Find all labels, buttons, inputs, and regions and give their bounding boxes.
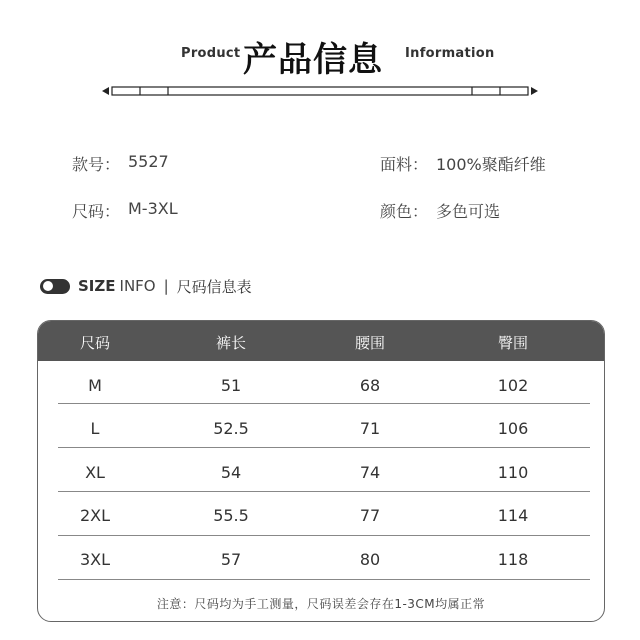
cell-hip: 102 [497, 376, 529, 395]
fabric-label: 面料： [380, 155, 429, 174]
cell-size: L [90, 419, 100, 438]
header-en-right: Information [405, 46, 495, 61]
row-divider [58, 447, 590, 448]
size-title-normal: INFO [119, 277, 156, 295]
table-row [38, 538, 604, 582]
size-title-separator: | [163, 277, 169, 295]
table-row [38, 364, 604, 408]
cell-length: 55.5 [213, 506, 249, 525]
header-en-left: Product [181, 46, 241, 61]
cell-hip: 118 [497, 550, 529, 569]
cell-size: M [88, 376, 102, 395]
cell-length: 57 [220, 550, 242, 569]
style-value: 5527 [128, 152, 169, 171]
header-waist: 腰围 [354, 334, 385, 352]
decorative-divider [102, 85, 538, 97]
cell-waist: 71 [359, 419, 381, 438]
table-header [38, 321, 604, 361]
table-row [38, 407, 604, 451]
row-divider [58, 403, 590, 404]
cell-length: 51 [220, 376, 242, 395]
header-title: 产品信息 [243, 40, 383, 80]
row-divider [58, 579, 590, 580]
size-range-label: 尺码： [72, 202, 121, 221]
cell-hip: 106 [497, 419, 529, 438]
toggle-icon [40, 279, 70, 294]
header-hip: 臀围 [497, 334, 528, 352]
size-range-value: M-3XL [128, 199, 178, 218]
size-title-bold: SIZE [78, 277, 116, 295]
fabric-value: 100%聚酯纤维 [436, 155, 546, 174]
cell-waist: 77 [359, 506, 381, 525]
size-info-title [40, 276, 252, 296]
color-value: 多色可选 [436, 202, 501, 221]
color-label: 颜色： [380, 202, 429, 221]
cell-size: XL [85, 463, 105, 482]
cell-length: 54 [220, 463, 242, 482]
header-length: 裤长 [215, 334, 246, 352]
table-row [38, 494, 604, 538]
cell-length: 52.5 [213, 419, 249, 438]
measurement-note: 注意：尺码均为手工测量，尺码误差会存在1-3CM均属正常 [156, 597, 486, 611]
row-divider [58, 491, 590, 492]
table-row [38, 451, 604, 495]
section-header [0, 30, 640, 80]
style-label: 款号： [72, 155, 121, 174]
cell-size: 2XL [79, 506, 111, 525]
header-size: 尺码 [79, 334, 110, 352]
cell-size: 3XL [79, 550, 111, 569]
cell-waist: 68 [359, 376, 381, 395]
row-divider [58, 535, 590, 536]
cell-waist: 74 [359, 463, 381, 482]
size-title-cn: 尺码信息表 [176, 277, 252, 296]
cell-hip: 110 [497, 463, 529, 482]
size-table [37, 320, 605, 622]
cell-waist: 80 [359, 550, 381, 569]
cell-hip: 114 [497, 506, 529, 525]
